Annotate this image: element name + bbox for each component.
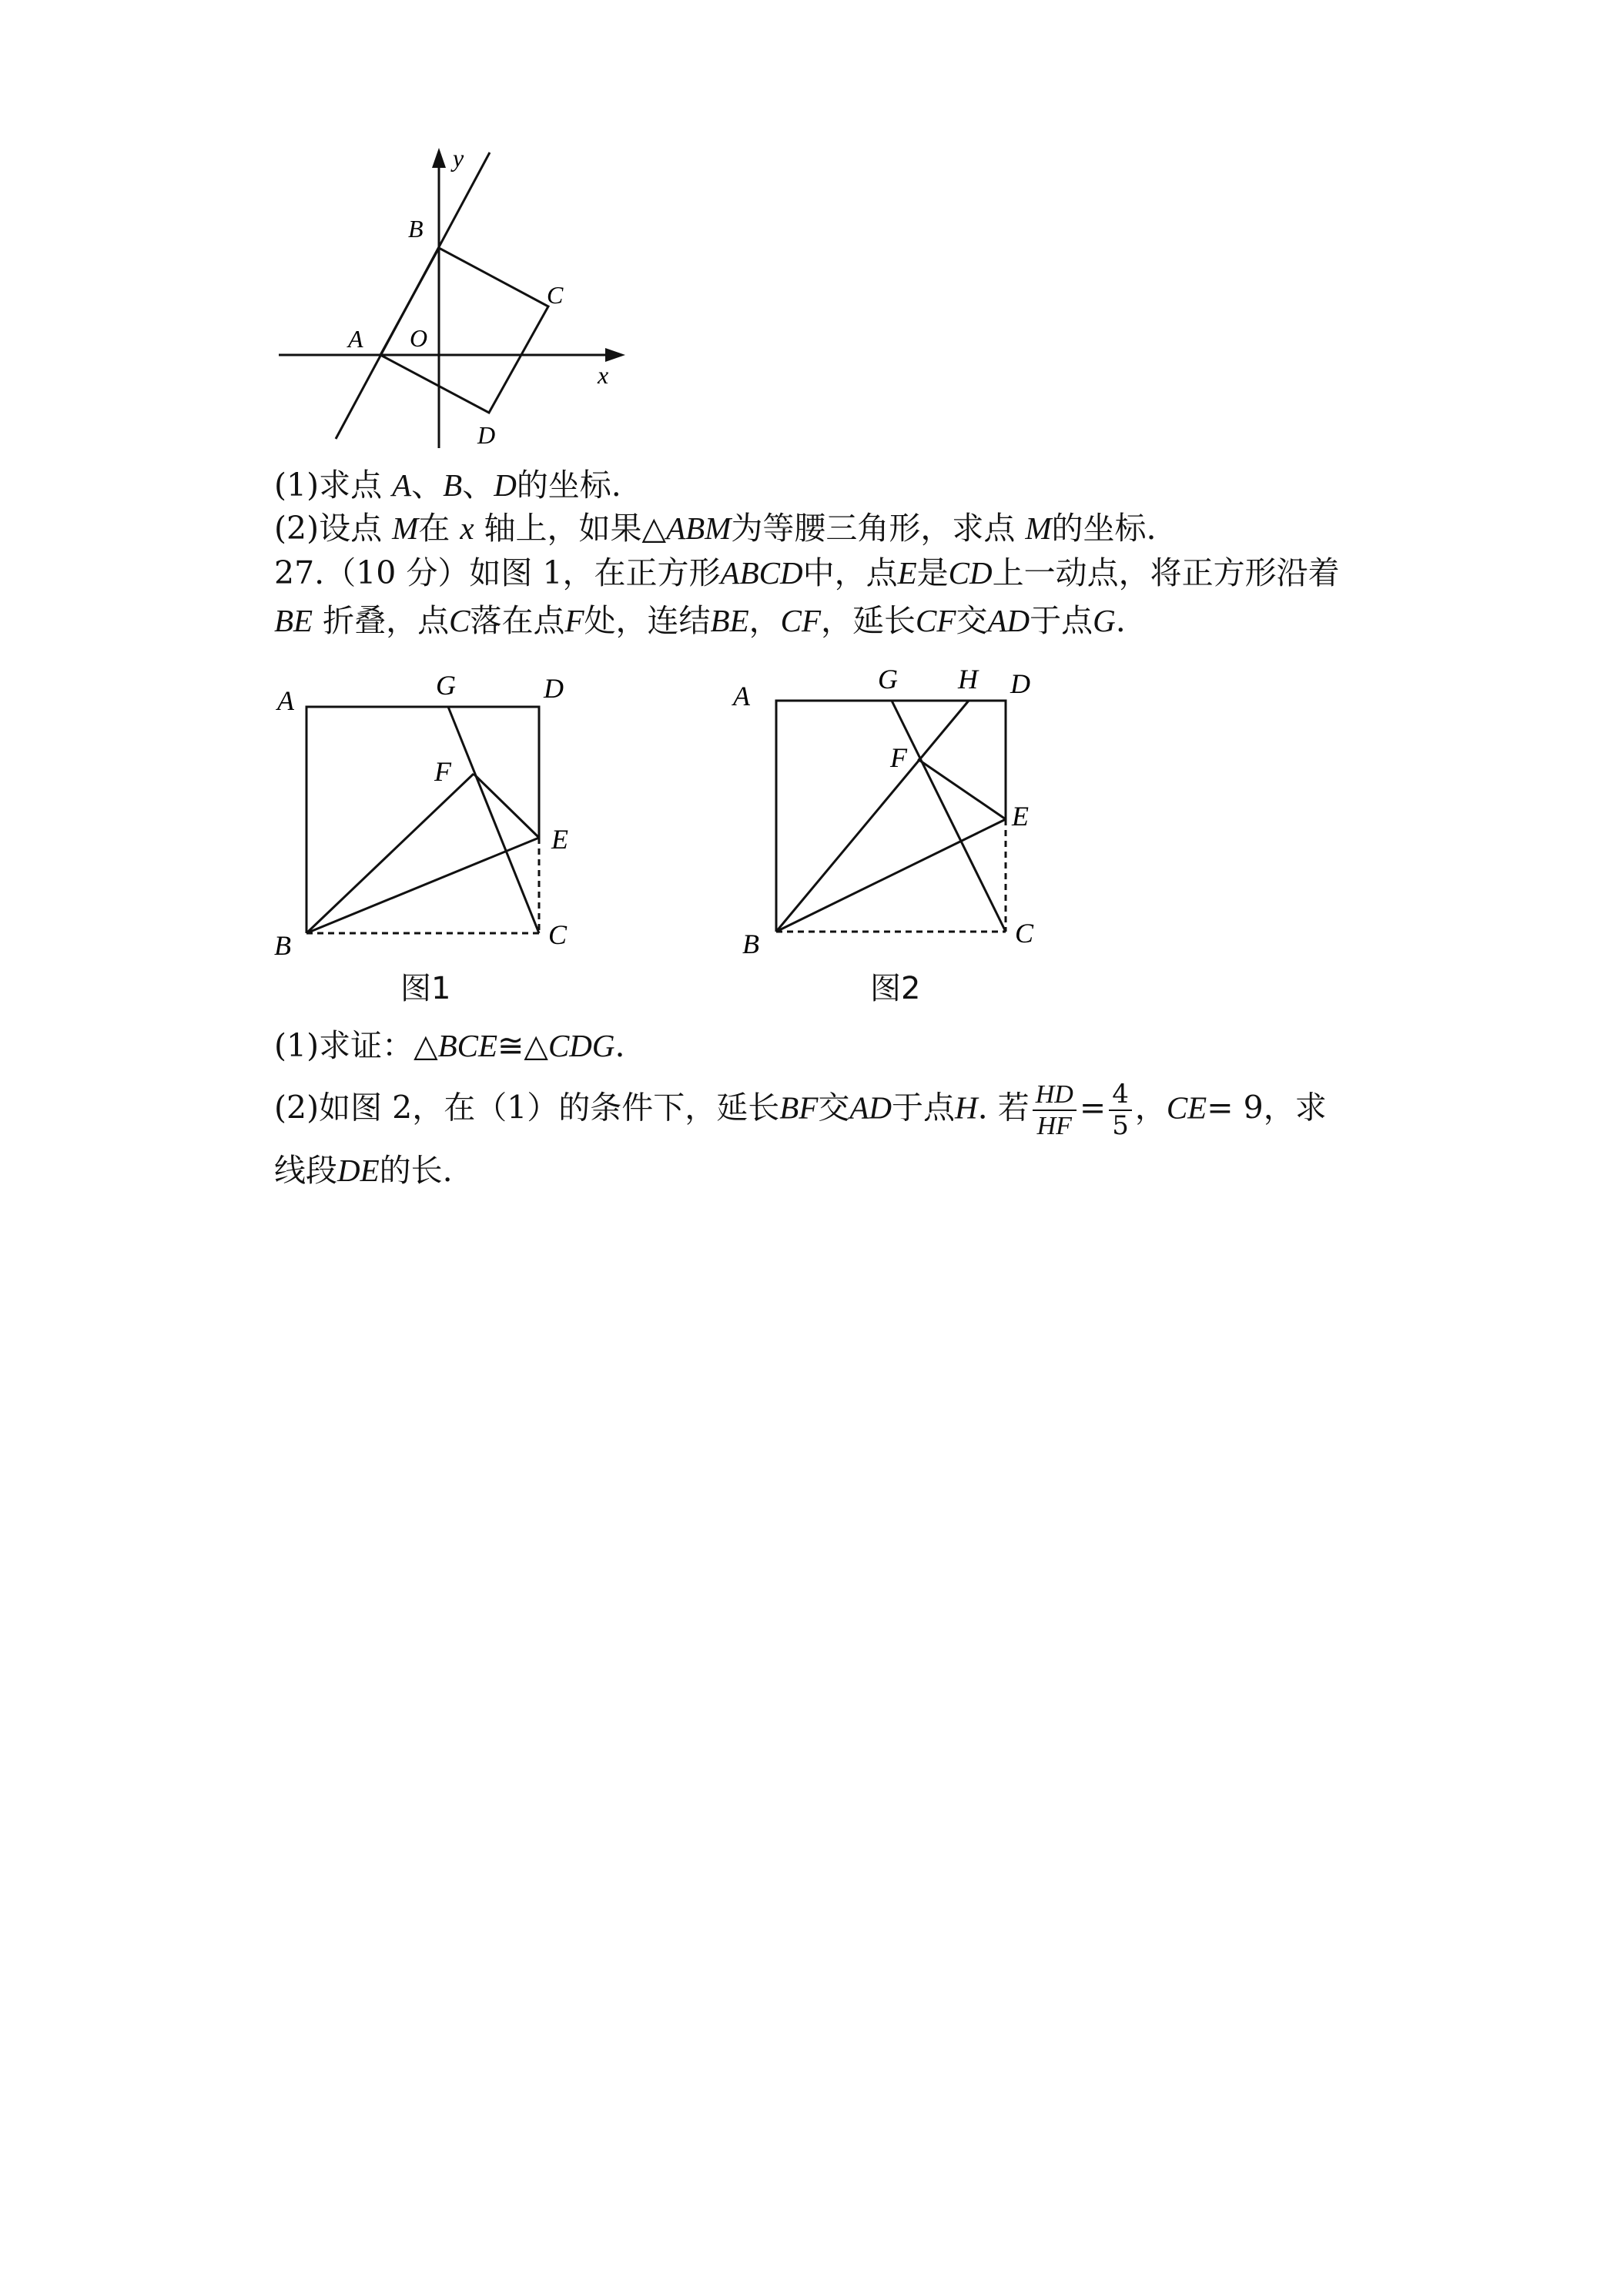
q27-part3: 线段DE的长. bbox=[274, 1152, 453, 1189]
fig2-line-fe bbox=[918, 759, 1006, 819]
fig2-caption: 图2 bbox=[870, 971, 921, 1006]
fig2-line-be bbox=[776, 819, 1006, 932]
q26-part1: (1)求点 A、B、D的坐标. bbox=[274, 467, 621, 504]
fig1-label-B: B bbox=[274, 930, 291, 961]
label-x: x bbox=[598, 361, 609, 389]
fig2-line-gc bbox=[892, 701, 1006, 932]
fig1-label-E: E bbox=[551, 824, 568, 855]
q27-part2: (2)如图 2，在（1）的条件下，延长BF交AD于点H. 若 $\frac{HD}{HF}$ = $\frac{4}{5}$ ，CE= 9，求 bbox=[274, 1079, 1327, 1142]
label-B: B bbox=[408, 215, 424, 243]
fig1-label-G: G bbox=[436, 670, 456, 701]
fig2-label-G: G bbox=[878, 664, 898, 694]
fig1-line-be bbox=[306, 838, 539, 933]
q27-part1: (1)求证：△BCE≅△CDG. bbox=[274, 1027, 625, 1064]
fig1-line-bf bbox=[306, 774, 474, 933]
fig2-square-sides bbox=[776, 701, 1006, 932]
q27-line2: BE 折叠，点C落在点F处，连结BE，CF，延长CF交AD于点G. bbox=[274, 602, 1126, 639]
fig1-label-C: C bbox=[548, 919, 568, 950]
fig1-label-A: A bbox=[277, 685, 294, 716]
fig2-label-C: C bbox=[1015, 918, 1034, 949]
fig1-label-D: D bbox=[544, 673, 564, 704]
fig2-label-A: A bbox=[733, 681, 750, 711]
fig1-label-F: F bbox=[434, 756, 451, 787]
label-O: O bbox=[410, 324, 428, 352]
label-y: y bbox=[453, 144, 464, 172]
square-abcd bbox=[380, 248, 548, 413]
label-A: A bbox=[348, 325, 363, 353]
fig2-label-D: D bbox=[1010, 668, 1030, 699]
fig1-caption: 图1 bbox=[400, 971, 451, 1006]
fig2-label-H: H bbox=[958, 664, 978, 694]
figure-1 bbox=[270, 662, 593, 986]
label-C: C bbox=[547, 281, 564, 309]
fraction-hd-hf: $\frac{HD}{HF}$ bbox=[1033, 1079, 1077, 1141]
x-axis-arrow bbox=[605, 348, 625, 362]
label-D: D bbox=[477, 421, 496, 449]
coordinate-figure bbox=[262, 139, 647, 462]
q27-line1: 27.（10 分）如图 1，在正方形ABCD中，点E是CD上一动点，将正方形沿着 bbox=[274, 554, 1340, 591]
fig2-label-E: E bbox=[1012, 801, 1029, 832]
figure-2 bbox=[724, 662, 1047, 986]
q26-part2: (2)设点 M在 x 轴上，如果△ABM为等腰三角形，求点 M的坐标. bbox=[274, 510, 1157, 547]
y-axis-arrow bbox=[432, 148, 446, 168]
fig1-line-fe bbox=[474, 774, 539, 838]
fraction-4-5: $\frac{4}{5}$ bbox=[1109, 1079, 1132, 1141]
fig2-line-bh bbox=[776, 701, 969, 932]
fig2-label-F: F bbox=[890, 742, 907, 773]
fig2-label-B: B bbox=[742, 929, 759, 959]
fig1-line-gc bbox=[448, 707, 539, 933]
